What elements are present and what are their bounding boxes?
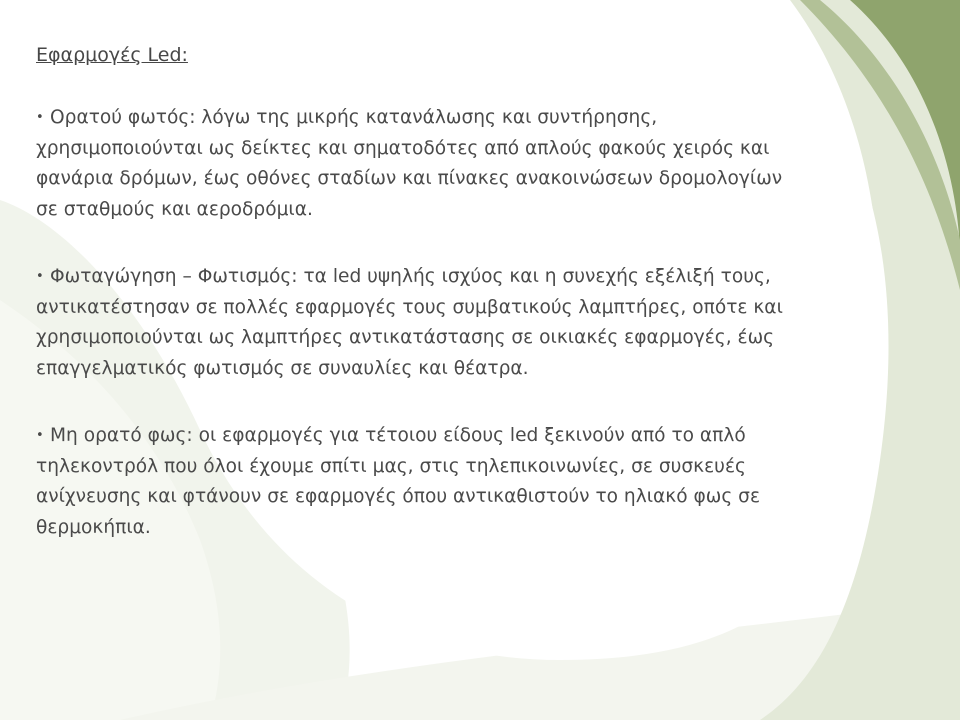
bullet-icon: •	[36, 428, 44, 443]
bullet-paragraph-invisible-light	[36, 421, 916, 543]
paragraph-line	[36, 262, 916, 293]
paragraph-line: σε σταθμούς και αεροδρόμια.	[36, 198, 313, 220]
bullet-icon: •	[36, 269, 44, 284]
slide-content	[36, 40, 916, 580]
paragraph-line: χρησιμοποιούνται ως δείκτες και σηματοδότες από απλούς φακούς χειρός και	[36, 137, 770, 159]
paragraph-line: ανίχνευσης και φτάνουν σε εφαρμογές όπου αντικαθιστούν το ηλιακό φως σε	[36, 486, 761, 507]
paragraph-line: αντικατέστησαν σε πολλές εφαρμογές τους συμβατικούς λαμπτήρες, οπότε και	[36, 296, 783, 318]
paragraph-line-text: Φωταγώγηση – Φωτισμός: τα led υψηλής ισχύος και η συνεχής εξέλιξή τους,	[50, 266, 771, 287]
paragraph-line-text: Ορατού φωτός: λόγω της μικρής κατανάλωσης και συντήρησης,	[50, 107, 658, 128]
paragraph-line: επαγγελματικός φωτισμός σε συναυλίες και θέατρα.	[36, 357, 529, 379]
paragraph-line	[36, 103, 916, 134]
paragraph-line-text: Μη ορατό φως: οι εφαρμογές για τέτοιου είδους led ξεκινούν από το απλό	[50, 425, 746, 446]
paragraph-line	[36, 421, 916, 452]
bullet-paragraph-lighting	[36, 262, 916, 384]
slide-title: Εφαρμογές Led:	[36, 44, 188, 66]
paragraph-line: θερμοκήπια.	[36, 516, 151, 538]
paragraph-line: τηλεκοντρόλ που όλοι έχουμε σπίτι μας, στις τηλεπικοινωνίες, σε συσκευές	[36, 455, 746, 477]
paragraph-line: χρησιμοποιούνται ως λαμπτήρες αντικατάστασης σε οικιακές εφαρμογές, έως	[36, 327, 775, 348]
paragraph-line: φανάρια δρόμων, έως οθόνες σταδίων και πίνακες ανακοινώσεων δρομολογίων	[36, 168, 783, 189]
bullet-paragraph-visible-light	[36, 103, 916, 225]
bullet-icon: •	[36, 110, 44, 125]
